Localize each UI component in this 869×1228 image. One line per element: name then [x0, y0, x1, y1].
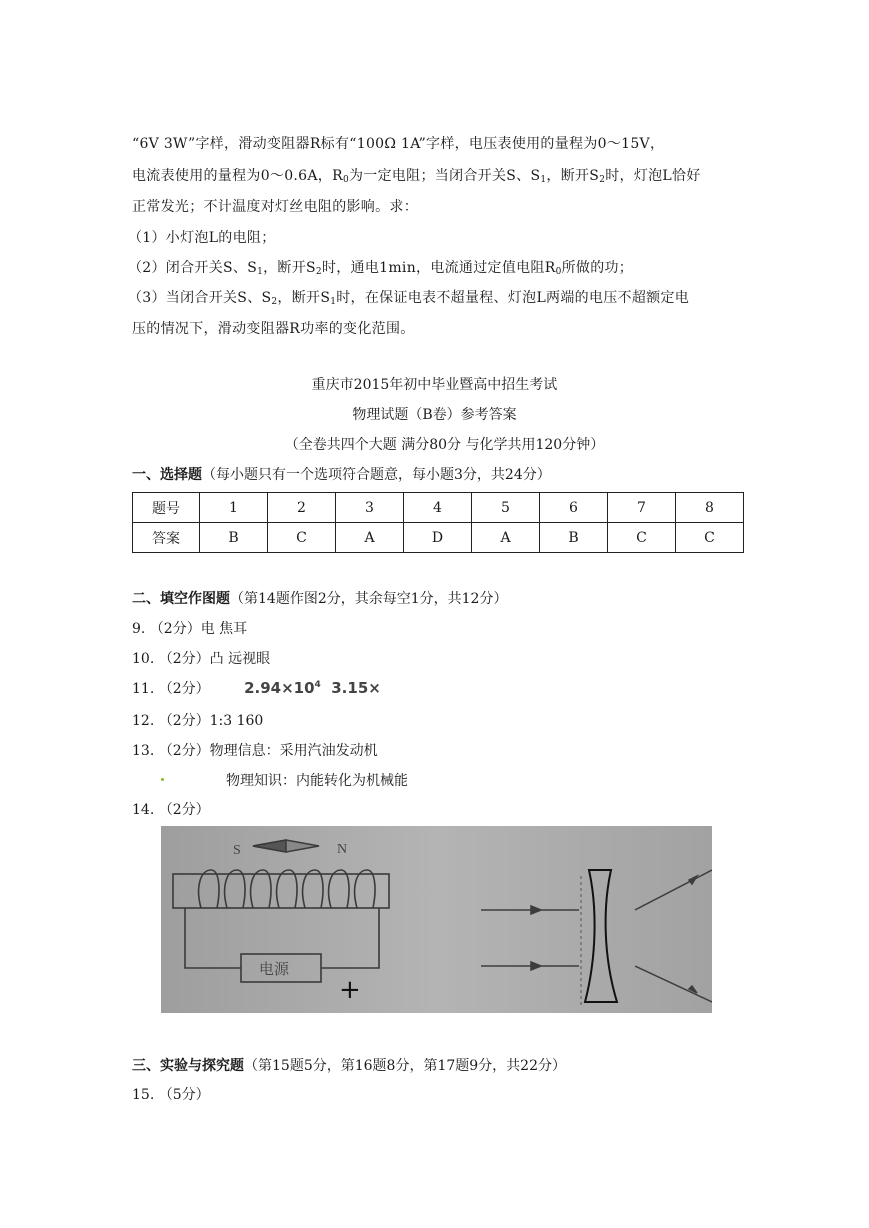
power-source-label: 电源 — [259, 960, 290, 978]
answer-title: 重庆市2015年初中毕业暨高中招生考试 — [311, 377, 558, 393]
question-3-line-2: 压的情况下，滑动变阻器R功率的变化范围。 — [132, 321, 415, 337]
pole-s-label: S — [233, 843, 241, 858]
table-cell: 4 — [404, 493, 472, 523]
table-cell: 8 — [676, 493, 744, 523]
table-cell: 6 — [540, 493, 608, 523]
pole-n-label: N — [337, 842, 348, 857]
section-1-heading: 一、选择题（每小题只有一个选项符合题意，每小题3分，共24分） — [132, 467, 551, 483]
table-row-header: 答案 — [133, 523, 200, 553]
table-row — [133, 493, 744, 523]
table-cell: B — [200, 523, 268, 553]
answer-table — [132, 492, 744, 553]
answer-item-13: 13. （2分）物理信息：采用汽油发动机 — [132, 743, 378, 759]
table-cell: 1 — [200, 493, 268, 523]
answer-11-value-2: 3.15× — [331, 679, 381, 697]
plus-mark: + — [339, 975, 361, 1005]
question-1: （1）小灯泡L的电阻； — [128, 230, 276, 246]
table-cell: 3 — [336, 493, 404, 523]
table-row-header: 题号 — [133, 493, 200, 523]
table-cell: B — [540, 523, 608, 553]
section-3-heading: 三、实验与探究题（第15题5分，第16题8分，第17题9分，共22分） — [132, 1058, 566, 1074]
answer-14-drawing — [161, 826, 712, 1013]
problem-line-1: “6V 3W”字样，滑动变阻器R标有“100Ω 1A”字样，电压表使用的量程为0～15V， — [132, 136, 665, 152]
answer-item-9: 9. （2分）电 焦耳 — [132, 621, 248, 637]
answer-item-11: 11. （2分） $2.94\times 10^4$ 3.15× — [132, 679, 381, 697]
table-cell: 5 — [472, 493, 540, 523]
table-cell: 2 — [268, 493, 336, 523]
table-cell: C — [268, 523, 336, 553]
section-2-heading: 二、填空作图题（第14题作图2分，其余每空1分，共12分） — [132, 591, 508, 607]
answer-info: （全卷共四个大题 满分80分 与化学共用120分钟） — [284, 437, 605, 453]
answer-14-photo — [161, 826, 712, 1013]
table-cell: C — [676, 523, 744, 553]
problem-line-3: 正常发光；不计温度对灯丝电阻的影响。求： — [132, 199, 418, 215]
table-row — [133, 523, 744, 553]
answer-item-14: 14. （2分） — [132, 802, 210, 818]
answer-item-10: 10. （2分）凸 远视眼 — [132, 651, 271, 667]
question-2: （2）闭合开关S、$S_1$，断开$S_2$时，通电1min，电流通过定值电阻$R_0$所做的功； — [128, 260, 634, 277]
table-cell: A — [336, 523, 404, 553]
answer-item-13-knowledge: 物理知识：内能转化为机械能 — [226, 773, 408, 789]
answer-item-15: 15. （5分） — [132, 1087, 210, 1103]
answer-item-12: 12. （2分）1:3 160 — [132, 713, 264, 729]
problem-line-2: 电流表使用的量程为0～0.6A，$R_0$为一定电阻；当闭合开关S、$S_1$，断开$S_2$时，灯泡L恰好 — [132, 168, 701, 185]
stray-mark — [161, 778, 164, 781]
answer-subtitle: 物理试题（B卷）参考答案 — [352, 407, 517, 423]
answer-11-value-1: $2.94\times 10^4$ — [244, 679, 321, 697]
table-cell: A — [472, 523, 540, 553]
question-3: （3）当闭合开关S、$S_2$，断开$S_1$时，在保证电表不超量程、灯泡L两端的电压不超额定电 — [128, 290, 690, 307]
table-cell: 7 — [608, 493, 676, 523]
table-cell: C — [608, 523, 676, 553]
table-cell: D — [404, 523, 472, 553]
